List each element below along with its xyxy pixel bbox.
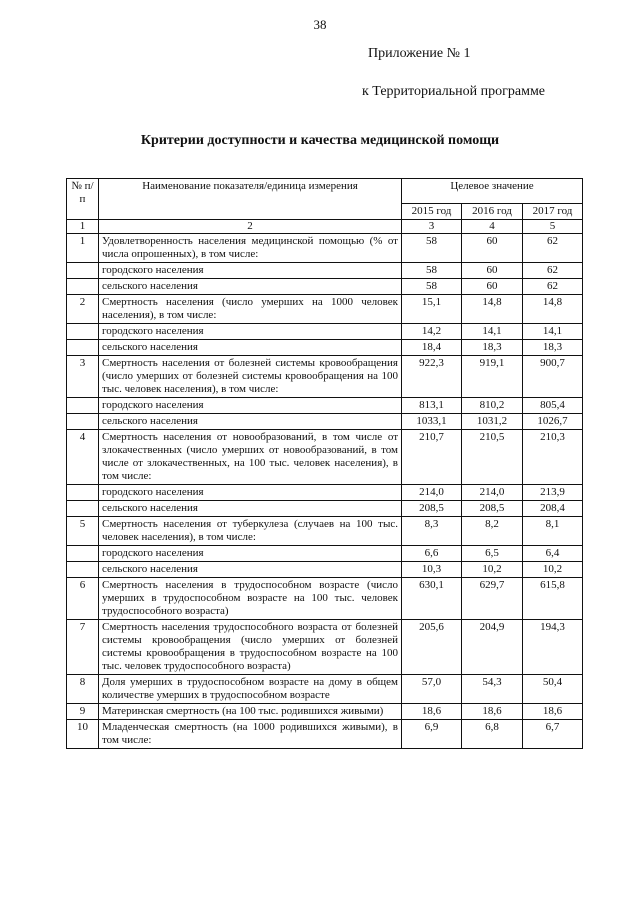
row-indicator-name: Смертность населения (число умерших на 1000 человек населения), в том числе: — [99, 295, 402, 324]
header-year-2017: 2017 год — [523, 204, 583, 220]
row-number — [67, 414, 99, 430]
row-indicator-name: Доля умерших в трудоспособном возрасте на дому в общем количестве умерших в трудоспособном возрасте — [99, 675, 402, 704]
row-indicator-name: сельского населения — [99, 340, 402, 356]
value-2016: 204,9 — [462, 620, 523, 675]
appendix-title: Приложение № 1 — [368, 46, 471, 61]
row-indicator-name: сельского населения — [99, 279, 402, 295]
value-2016: 60 — [462, 263, 523, 279]
row-indicator-name: Младенческая смертность (на 1000 родившихся живыми), в том числе: — [99, 720, 402, 749]
value-2016: 60 — [462, 234, 523, 263]
row-indicator-name: Смертность населения трудоспособного возраста от болезней системы кровообращения (число умерших от болезней системы кровообращения в трудоспособном возрасте на 100 тыс. человек трудоспособного возраста) — [99, 620, 402, 675]
table-row — [67, 234, 583, 263]
value-2017: 14,8 — [523, 295, 583, 324]
page-number: 38 — [313, 17, 327, 32]
index-cell: 3 — [402, 220, 462, 234]
table-row — [67, 430, 583, 485]
table-row — [67, 414, 583, 430]
value-2016: 6,8 — [462, 720, 523, 749]
value-2016: 18,6 — [462, 704, 523, 720]
value-2016: 6,5 — [462, 546, 523, 562]
appendix-subtitle: к Территориальной программе — [362, 84, 546, 99]
table-row — [67, 546, 583, 562]
header-year-2015: 2015 год — [402, 204, 462, 220]
value-2017: 50,4 — [523, 675, 583, 704]
value-2015: 58 — [402, 263, 462, 279]
row-indicator-name: городского населения — [99, 324, 402, 340]
header-target: Целевое значение — [402, 179, 583, 204]
value-2017: 194,3 — [523, 620, 583, 675]
criteria-body — [67, 234, 583, 749]
row-indicator-name: Материнская смертность (на 100 тыс. родившихся живыми) — [99, 704, 402, 720]
header-num: № п/п — [67, 179, 99, 220]
row-number: 3 — [67, 356, 99, 398]
row-number — [67, 279, 99, 295]
row-number — [67, 562, 99, 578]
row-indicator-name: Удовлетворенность населения медицинской помощью (% от числа опрошенных), в том числе: — [99, 234, 402, 263]
value-2017: 62 — [523, 263, 583, 279]
value-2015: 208,5 — [402, 501, 462, 517]
value-2017: 615,8 — [523, 578, 583, 620]
value-2017: 213,9 — [523, 485, 583, 501]
row-indicator-name: городского населения — [99, 546, 402, 562]
index-cell: 4 — [462, 220, 523, 234]
value-2016: 14,1 — [462, 324, 523, 340]
table-row — [67, 675, 583, 704]
value-2015: 18,6 — [402, 704, 462, 720]
row-number: 4 — [67, 430, 99, 485]
criteria-table — [66, 178, 583, 749]
row-indicator-name: сельского населения — [99, 562, 402, 578]
value-2015: 210,7 — [402, 430, 462, 485]
value-2016: 210,5 — [462, 430, 523, 485]
table-row — [67, 263, 583, 279]
index-cell: 2 — [99, 220, 402, 234]
table-row — [67, 295, 583, 324]
table-row — [67, 704, 583, 720]
value-2017: 900,7 — [523, 356, 583, 398]
table-row — [67, 578, 583, 620]
table-row — [67, 517, 583, 546]
table-row — [67, 324, 583, 340]
row-number: 2 — [67, 295, 99, 324]
value-2015: 6,6 — [402, 546, 462, 562]
value-2015: 58 — [402, 234, 462, 263]
row-number: 8 — [67, 675, 99, 704]
value-2017: 62 — [523, 279, 583, 295]
value-2016: 629,7 — [462, 578, 523, 620]
row-indicator-name: Смертность населения от новообразований, в том числе от злокачественных (число умерших от новообразований, в том числе от злокачественных, на 100 тыс. человек населения), в том числе: — [99, 430, 402, 485]
value-2016: 214,0 — [462, 485, 523, 501]
value-2015: 214,0 — [402, 485, 462, 501]
value-2015: 8,3 — [402, 517, 462, 546]
value-2016: 8,2 — [462, 517, 523, 546]
value-2015: 1033,1 — [402, 414, 462, 430]
value-2017: 62 — [523, 234, 583, 263]
value-2015: 57,0 — [402, 675, 462, 704]
row-number: 1 — [67, 234, 99, 263]
value-2016: 1031,2 — [462, 414, 523, 430]
value-2016: 60 — [462, 279, 523, 295]
row-number: 9 — [67, 704, 99, 720]
value-2017: 14,1 — [523, 324, 583, 340]
value-2016: 54,3 — [462, 675, 523, 704]
table-row — [67, 279, 583, 295]
value-2015: 630,1 — [402, 578, 462, 620]
value-2016: 14,8 — [462, 295, 523, 324]
value-2017: 18,3 — [523, 340, 583, 356]
value-2017: 6,4 — [523, 546, 583, 562]
value-2015: 10,3 — [402, 562, 462, 578]
row-indicator-name: городского населения — [99, 263, 402, 279]
value-2017: 10,2 — [523, 562, 583, 578]
table-row — [67, 720, 583, 749]
index-cell: 5 — [523, 220, 583, 234]
value-2015: 58 — [402, 279, 462, 295]
value-2016: 208,5 — [462, 501, 523, 517]
row-number — [67, 263, 99, 279]
value-2016: 10,2 — [462, 562, 523, 578]
row-number: 5 — [67, 517, 99, 546]
row-number: 10 — [67, 720, 99, 749]
row-indicator-name: Смертность населения от болезней системы кровообращения (число умерших от болезней системы кровообращения на 100 тыс. человек населения), в том числе: — [99, 356, 402, 398]
row-number — [67, 340, 99, 356]
row-indicator-name: городского населения — [99, 398, 402, 414]
table-row — [67, 340, 583, 356]
value-2017: 8,1 — [523, 517, 583, 546]
value-2015: 922,3 — [402, 356, 462, 398]
value-2017: 805,4 — [523, 398, 583, 414]
value-2017: 18,6 — [523, 704, 583, 720]
value-2015: 6,9 — [402, 720, 462, 749]
row-indicator-name: сельского населения — [99, 414, 402, 430]
value-2017: 6,7 — [523, 720, 583, 749]
table-row — [67, 398, 583, 414]
value-2015: 15,1 — [402, 295, 462, 324]
value-2017: 210,3 — [523, 430, 583, 485]
row-number — [67, 501, 99, 517]
table-row — [67, 620, 583, 675]
table-row — [67, 356, 583, 398]
value-2015: 14,2 — [402, 324, 462, 340]
value-2015: 18,4 — [402, 340, 462, 356]
value-2016: 18,3 — [462, 340, 523, 356]
value-2017: 208,4 — [523, 501, 583, 517]
document-title: Критерии доступности и качества медицинской помощи — [140, 133, 500, 148]
value-2015: 205,6 — [402, 620, 462, 675]
value-2015: 813,1 — [402, 398, 462, 414]
row-number — [67, 546, 99, 562]
row-number — [67, 324, 99, 340]
value-2017: 1026,7 — [523, 414, 583, 430]
row-number — [67, 485, 99, 501]
table-row — [67, 485, 583, 501]
row-indicator-name: городского населения — [99, 485, 402, 501]
table-row — [67, 501, 583, 517]
row-number: 6 — [67, 578, 99, 620]
row-number: 7 — [67, 620, 99, 675]
header-year-2016: 2016 год — [462, 204, 523, 220]
value-2016: 919,1 — [462, 356, 523, 398]
row-indicator-name: Смертность населения от туберкулеза (случаев на 100 тыс. человек населения), в том числе: — [99, 517, 402, 546]
row-number — [67, 398, 99, 414]
row-indicator-name: Смертность населения в трудоспособном возрасте (число умерших в трудоспособном возрасте на 100 тыс. человек трудоспособного возраста) — [99, 578, 402, 620]
value-2016: 810,2 — [462, 398, 523, 414]
index-cell: 1 — [67, 220, 99, 234]
row-indicator-name: сельского населения — [99, 501, 402, 517]
header-name: Наименование показателя/единица измерения — [99, 179, 402, 220]
table-row — [67, 562, 583, 578]
